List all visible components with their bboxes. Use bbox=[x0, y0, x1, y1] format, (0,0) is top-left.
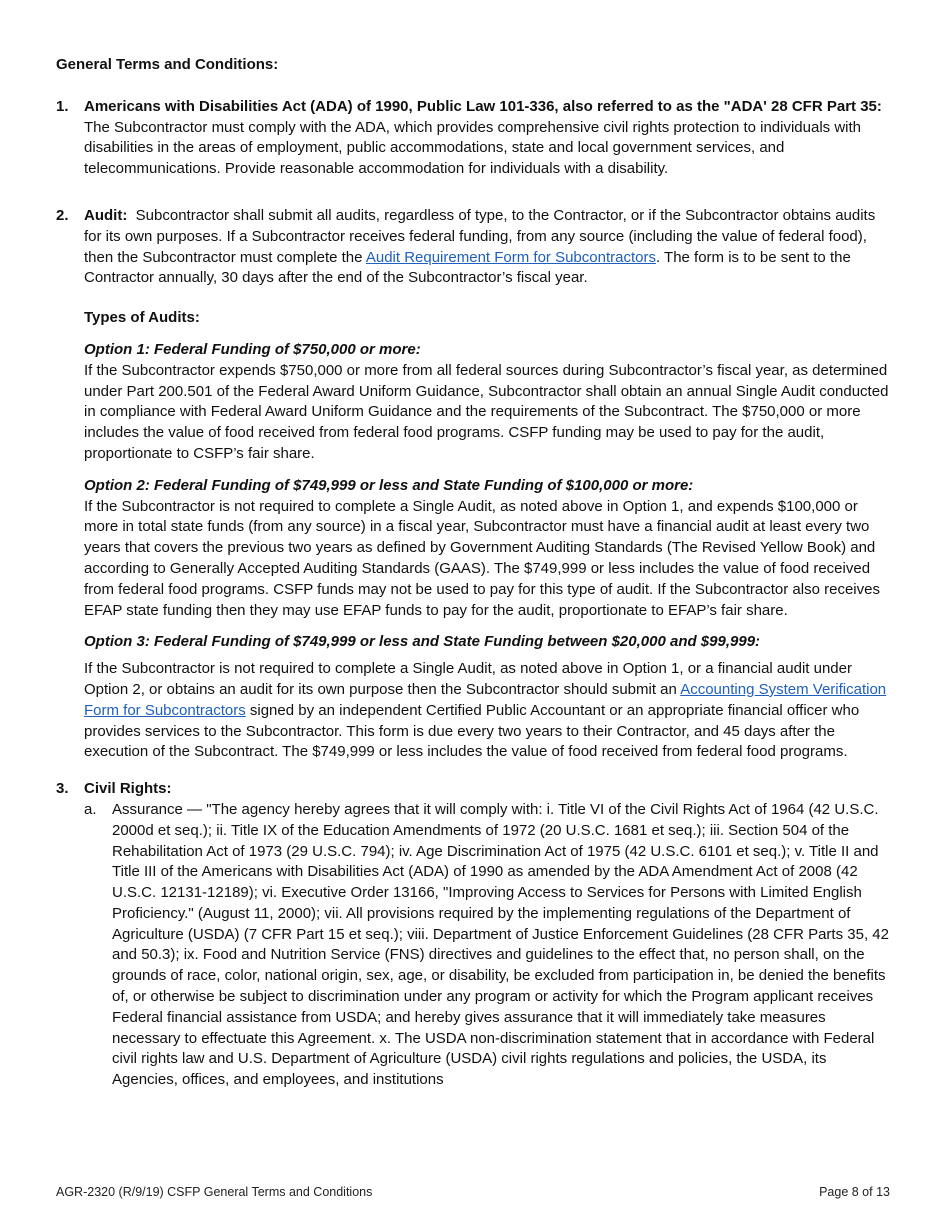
item-lead: Audit: bbox=[84, 206, 128, 224]
audit-option-3 bbox=[84, 632, 890, 763]
audit-requirement-form-link[interactable]: Audit Requirement Form for Subcontractors bbox=[365, 248, 656, 266]
section-title: General Terms and Conditions: bbox=[56, 56, 279, 73]
item-number: 1. bbox=[56, 97, 69, 115]
audit-text-before-link: Subcontractor shall submit all audits, regardless of type, to the Contractor, or if the Subcontractor obtains audits for its own purposes. If a Subcontractor receives federal funding, from any source (including the value of federal food), then the Subcontractor must complete the bbox=[84, 206, 876, 266]
audit-text-after-link: . The form is to be sent to the Contractor annually, 30 days after the end of the Subcontractor’s fiscal year. bbox=[84, 248, 851, 287]
option3-text-after-link: signed by an independent Certified Public Accountant or an appropriate financial officer who provides services to the Subcontractor. This form is due every two years to their Contractor, and 45 days after the execution of the Subcontract. The $749,999 or less includes the value of food received from federal food programs. bbox=[84, 701, 860, 761]
audit-option-2 bbox=[84, 476, 890, 622]
item-body: The Subcontractor must comply with the ADA, which provides comprehensive civil rights protection to individuals with disabilities in the areas of employment, public accommodations, state and local government services, and telecommunications. Provide reasonable accommodation for individuals with a disability. bbox=[84, 118, 862, 178]
footer-page-number: Page 8 of 13 bbox=[819, 1185, 890, 1199]
option-title: Option 1: Federal Funding of $750,000 or more: bbox=[84, 340, 421, 358]
terms-item-audit bbox=[56, 206, 890, 763]
sub-letter: a. bbox=[84, 800, 97, 818]
terms-item-ada bbox=[56, 97, 890, 180]
option-body: If the Subcontractor expends $750,000 or more from all federal sources during Subcontractor’s fiscal year, as determined under Part 200.501 of the Federal Award Uniform Guidance, Subcontractor shall obtain an annual Single Audit conducted in compliance with Federal Award Uniform Guidance and the requirements of the Subcontract. The $750,000 or more includes the value of food received from federal food programs. CSFP funding may be used to pay for the audit, proportionate to CSFP’s fair share. bbox=[84, 361, 889, 462]
option-title: Option 3: Federal Funding of $749,999 or less and State Funding between $20,000 and $99,999: bbox=[84, 633, 761, 651]
types-of-audits-heading: Types of Audits: bbox=[84, 309, 200, 327]
document-page bbox=[56, 55, 890, 1091]
civil-rights-sub-a bbox=[84, 800, 890, 1091]
terms-item-civil-rights bbox=[56, 779, 890, 1091]
footer-doc-id: AGR-2320 (R/9/19) CSFP General Terms and Conditions bbox=[56, 1185, 373, 1199]
accounting-verification-form-link[interactable]: Accounting System Verification Form for Subcontractors bbox=[84, 680, 887, 719]
option-body: If the Subcontractor is not required to complete a Single Audit, as noted above in Option 1, and expends $100,000 or more in total state funds (from any source) in a fiscal year, Subcontractor must have a financial audit at least every two years that covers the previous two years as defined by Government Auditing Standards (The Revised Yellow Book) and according to Generally Accepted Auditing Standards (GAAS). The $749,999 or less includes the value of food received from federal food programs. CSFP funds may not be used to pay for this type of audit. If the Subcontractor also receives EFAP state funding then they may use EFAP funds to pay for the audit, proportionate to EFAP’s fair share. bbox=[84, 497, 880, 619]
item-lead: Civil Rights: bbox=[84, 780, 172, 798]
option3-text-before-link: If the Subcontractor is not required to complete a Single Audit, as noted above in Option 1, or a financial audit under Option 2, or obtains an audit for its own purpose then the Subcontractor should submit an bbox=[84, 660, 852, 698]
option-title: Option 2: Federal Funding of $749,999 or less and State Funding of $100,000 or more: bbox=[84, 476, 694, 494]
audit-option-1 bbox=[84, 340, 890, 465]
item-number: 2. bbox=[56, 206, 69, 224]
item-lead: Americans with Disabilities Act (ADA) of 1990, Public Law 101-336, also referred to as the "ADA' 28 CFR Part 35: bbox=[84, 97, 882, 115]
option-body bbox=[84, 659, 890, 763]
item-body bbox=[84, 206, 890, 289]
sub-body: Assurance — "The agency hereby agrees that it will comply with: i. Title VI of the Civil Rights Act of 1964 (42 U.S.C. 2000d et seq.); ii. Title IX of the Education Amendments of 1972 (20 U.S.C. 1681 et seq.); iii. Section 504 of the Rehabilitation Act of 1973 (29 U.S.C. 794); iv. Age Discrimination Act of 1975 (42 U.S.C. 6101 et seq.); v. Title II and Title III of the Americans with Disabilities Act (ADA) of 1990 as amended by the ADA Amendment Act of 2008 (42 U.S.C. 12131-12189); vi. Executive Order 13166, "Improving Access to Services for Persons with Limited English Proficiency." (August 11, 2000); vii. All provisions required by the implementing regulations of the Department of Agriculture (USDA) (7 CFR Part 15 et seq.); viii. Department of Justice Enforcement Guidelines (28 CFR Parts 35, 42 and 50.3); ix. Food and Nutrition Service (FNS) directives and guidelines to the effect that, no person shall, on the grounds of race, color, national origin, sex, age, or disability, be excluded from participation in, be denied the benefits of, or otherwise be subject to discrimination under any program or activity for which the Program applicant receives Federal financial assistance from USDA; and hereby gives assurance that it will immediately take measures necessary to effectuate this Agreement. x. The USDA non-discrimination statement that in accordance with Federal civil rights law and U.S. Department of Agriculture (USDA) civil rights regulations and policies, the USDA, its Agencies, offices, and employees, and institutions bbox=[112, 800, 889, 1089]
item-number: 3. bbox=[56, 780, 69, 798]
